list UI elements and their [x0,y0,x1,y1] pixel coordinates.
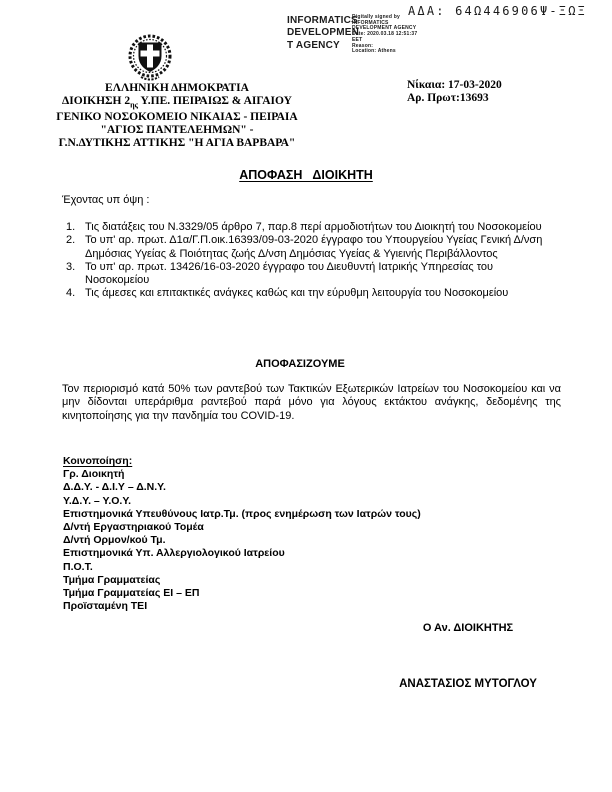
stamp-detail-line: Date: 2020.03.18 12:51:37 [352,31,418,38]
ada-number: ΑΔΑ: 64Ω446906Ψ-ΞΩΞ [408,4,588,18]
letterhead-line-segment: Υ.ΠΕ. ΠΕΙΡΑΙΩΣ & ΑΙΓΑΙΟΥ [140,94,292,107]
distribution-block [63,455,421,613]
stamp-agency-line: DEVELOPMEN [287,27,360,39]
greek-coat-of-arms-icon [126,31,174,83]
letterhead-line [46,95,308,112]
stamp-detail-line: EET [352,36,363,43]
stamp-agency-line: INFORMATICS [287,15,358,26]
distribution-item: Επιστημονικά Υπ. Αλλεργιολογικού Ιατρείου [63,547,285,560]
document-title [0,166,612,184]
protocol-number: Αρ. Πρωτ:13693 [407,92,489,104]
distribution-item: Δ.Δ.Υ. - Δ.Ι.Υ – Δ.Ν.Υ. [63,481,166,494]
stamp-detail-line: Digitally signed by [352,14,400,20]
distribution-item: Υ.Δ.Υ. – Υ.Ο.Υ. [63,494,132,507]
distribution-item: Επιστημονικά Υπευθύνους Ιατρ.Τμ. (προς ενημέρωση των Ιατρών τους) [63,507,421,520]
distribution-item: Προϊσταμένη ΤΕΙ [63,600,148,613]
considerations-list [62,221,554,301]
distribution-item: Τμήμα Γραμματείας [63,573,161,586]
letterhead-line: Γ.Ν.ΔΥΤΙΚΗΣ ΑΤΤΙΚΗΣ "Η ΑΓΙΑ ΒΑΡΒΑΡΑ" [58,136,296,149]
date-protocol-block [407,79,502,105]
digital-signature-stamp [287,15,417,55]
letterhead-line: "ΑΓΙΟΣ ΠΑΝΤΕΛΕΗΜΩΝ" - [100,124,254,137]
distribution-item: Γρ. Διοικητή [63,468,125,481]
signatory-name: ΑΝΑΣΤΑΣΙΟΣ ΜΥΤΟΓΛΟΥ [399,678,537,690]
distribution-item: Τμήμα Γραμματείας ΕΙ – ΕΠ [63,587,200,600]
letterhead-line-segment: ΔΙΟΙΚΗΣΗ 2 [62,94,131,107]
consideration-item: Το υπ' αρ. πρωτ. 13426/16-03-2020 έγγραφο του Διευθυντή Ιατρικής Υπηρεσίας του Νοσοκομείου [85,260,494,287]
stamp-detail-line: Reason: [352,42,374,49]
document-title-text: ΑΠΟΦΑΣΗ ΔΙΟΙΚΗΤΗ [239,168,373,182]
prelude-text: Έχοντας υπ όψη : [62,194,150,206]
distribution-item: Δ/ντή Ορμον/κού Τμ. [63,534,166,547]
consideration-item: Τις διατάξεις του Ν.3329/05 άρθρο 7, παρ.8 περί αρμοδιοτήτων του Διοικητή του Νοσοκομείου [85,221,542,233]
stamp-detail-line: INFORMATICS [352,19,389,26]
signatory-role: Ο Αν. ΔΙΟΙΚΗΤΗΣ [422,622,514,634]
decision-paragraph: Τον περιορισμό κατά 50% των ραντεβού των Τακτικών Εξωτερικών Ιατρείων του Νοσοκομείου και να μην δίδονται υπεράριθμα ραντεβού παρά μόνο για λόγους εκτάκτου ανάγκης, δεδομένης της κινητοποίησης για την πανδημία του COVID-19. [62,383,561,422]
letterhead-line: ΕΛΛΗΝΙΚΗ ΔΗΜΟΚΡΑΤΙΑ [105,82,249,94]
distribution-item: Π.Ο.Τ. [63,560,93,573]
decision-heading: ΑΠΟΦΑΣΙΖΟΥΜΕ [255,358,345,370]
letterhead-line-subscript: ης [130,99,139,109]
stamp-detail-line: Location: Athens [352,48,396,55]
distribution-item: Δ/ντή Εργαστηριακού Τομέα [63,521,204,534]
consideration-item: Το υπ' αρ. πρωτ. Δ1α/Γ.Π.οικ.16393/09-03-2020 έγγραφο του Υπουργείου Υγείας Γενική Δ/νση Δημόσιας Υγείας & Ποιότητας ζωής Δ/νση Δημόσιας Υγείας & Υγιεινής Περιβάλλοντος [85,234,543,260]
letterhead [46,82,308,149]
stamp-detail-line: DEVELOPMENT AGENCY [352,25,417,32]
distribution-heading: Κοινοποίηση: [63,455,133,467]
stamp-signature-details [352,15,417,55]
letterhead-line: ΓΕΝΙΚΟ ΝΟΣΟΚΟΜΕΙΟ ΝΙΚΑΙΑΣ - ΠΕΙΡΑΙΑ [56,111,298,124]
signature-block [338,622,598,690]
consideration-item: Τις άμεσες και επιτακτικές ανάγκες καθώς και την εύρυθμη λειτουργία του Νοσοκομείου [85,287,509,300]
place-date: Νίκαια: 17-03-2020 [407,79,502,91]
stamp-agency-line: T AGENCY [287,39,340,51]
